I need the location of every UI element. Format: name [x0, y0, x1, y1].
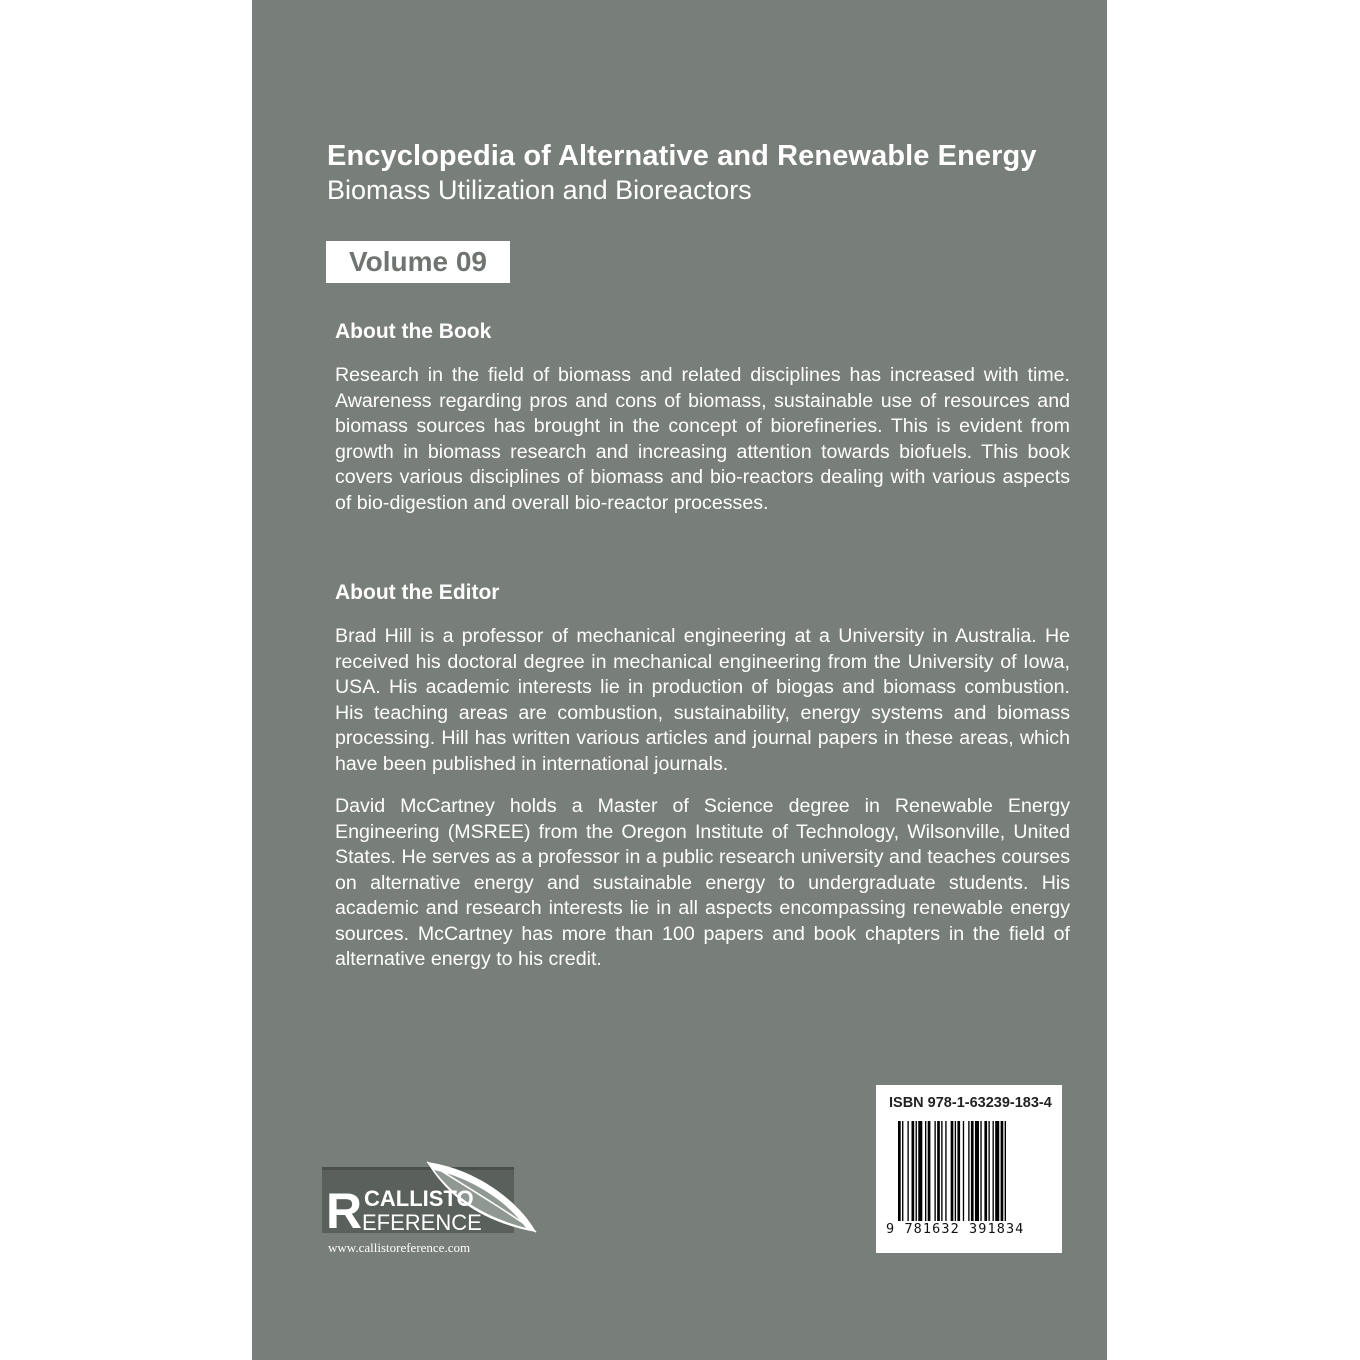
about-book-heading: About the Book: [335, 320, 492, 343]
callisto-reference-logo: [322, 1160, 547, 1240]
barcode-digits: 9 781632 391834: [886, 1221, 1025, 1237]
about-editor-heading: About the Editor: [335, 581, 500, 604]
logo-top-text: CALLISTO: [364, 1186, 474, 1211]
book-title: Encyclopedia of Alternative and Renewable Energy: [327, 140, 1037, 172]
logo-letter: R: [326, 1183, 363, 1239]
editor-bio-brad-hill: Brad Hill is a professor of mechanical engineering at a University in Australia. He received his doctoral degree in mechanical engineering from the University of Iowa, USA. His academic interests lie in production of biogas and biomass combustion. His teaching areas are combustion, sustainability, energy systems and biomass processing. Hill has written various articles and journal papers in these areas, which have been published in international journals.: [335, 625, 1070, 775]
editor-bio-david-mccartney: David McCartney holds a Master of Science degree in Renewable Energy Engineering (MSREE) from the Oregon Institute of Technology, Wilsonville, United States. He serves as a professor in a public research university and teaches courses on alternative energy and sustainable energy to undergraduate students. His academic and research interests lie in all aspects encompassing renewable energy sources. McCartney has more than 100 papers and book chapters in the field of alternative energy to his credit.: [335, 795, 1070, 970]
isbn-label: ISBN 978-1-63239-183-4: [889, 1095, 1052, 1111]
logo-bottom-text: EFERENCE: [362, 1210, 482, 1235]
isbn-barcode-box: [876, 1085, 1062, 1253]
volume-badge: Volume 09: [326, 241, 510, 283]
barcode-icon: [898, 1121, 1040, 1221]
publisher-url: www.callistoreference.com: [328, 1240, 471, 1255]
book-subtitle: Biomass Utilization and Bioreactors: [327, 175, 752, 205]
about-book-text: Research in the field of biomass and related disciplines has increased with time. Awareness regarding pros and cons of biomass, sustainable use of resources and biomass sources has brought in the concept of biorefineries. This is evident from growth in biomass research and increasing attention towards biofuels. This book covers various disciplines of biomass and bio-reactors dealing with various aspects of bio-digestion and overall bio-reactor processes.: [335, 364, 1070, 514]
